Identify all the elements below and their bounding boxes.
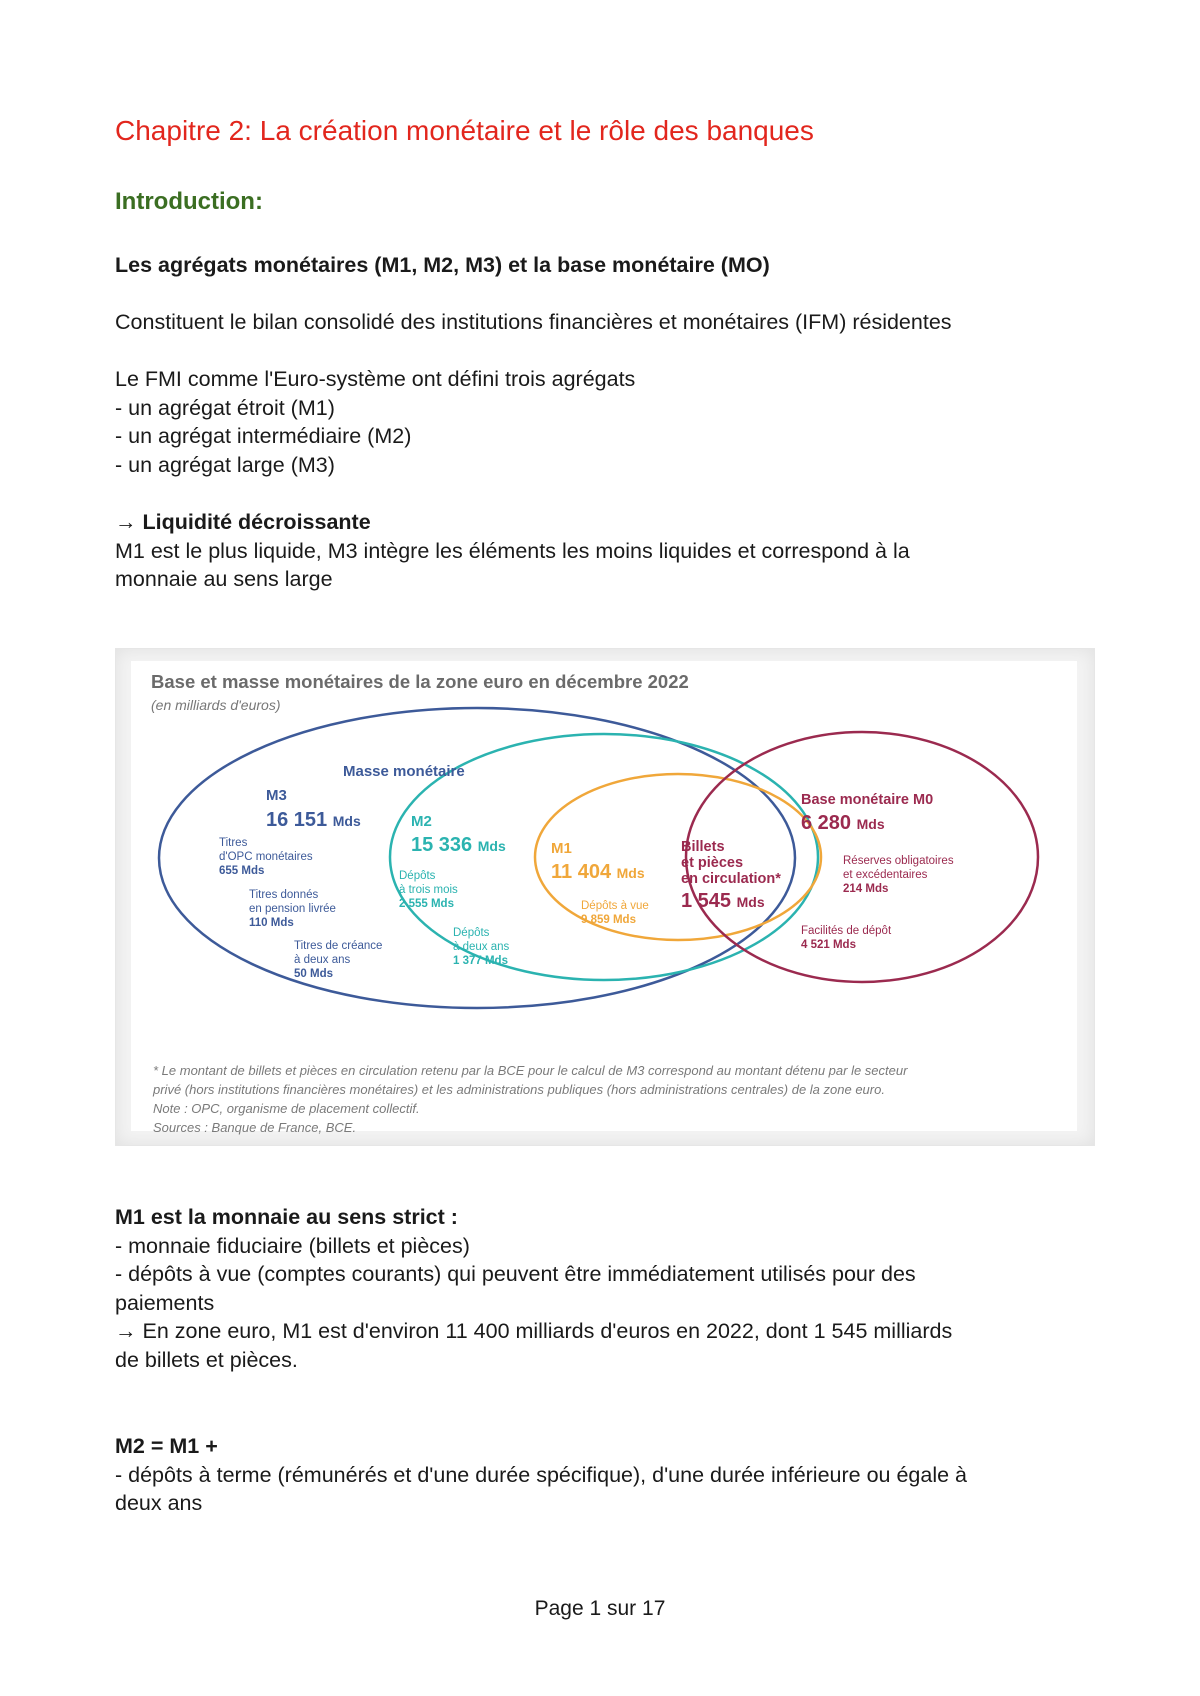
m3-item-value: 110 Mds xyxy=(249,917,294,929)
figure-panel xyxy=(131,661,1077,1135)
m1-items xyxy=(581,900,649,926)
intro-heading: Introduction: xyxy=(115,188,263,215)
chapter-title: Chapitre 2: La création monétaire et le rôle des banques xyxy=(115,115,814,146)
m1-heading: M1 est la monnaie au sens strict : xyxy=(115,1205,458,1229)
m3-item-line: en pension livrée xyxy=(249,903,336,915)
m1-value xyxy=(551,861,645,883)
liquidity-text: monnaie au sens large xyxy=(115,567,333,591)
figure-note: Sources : Banque de France, BCE. xyxy=(153,1120,357,1135)
monetary-figure xyxy=(115,648,1095,1146)
billets-line: et pièces xyxy=(681,855,744,871)
m2-item-line: à trois mois xyxy=(399,884,458,896)
base-item-line: et excédentaires xyxy=(843,869,928,881)
m3-value xyxy=(266,809,361,831)
billets-unit: Mds xyxy=(736,894,765,910)
m1-name: M1 xyxy=(551,840,572,857)
billets-line: Billets xyxy=(681,839,725,855)
base-name: Base monétaire M0 xyxy=(801,792,934,808)
m1-unit: Mds xyxy=(616,865,645,881)
list-item: - un agrégat étroit (M1) xyxy=(115,395,335,420)
m2-value xyxy=(411,834,506,856)
m2-line: - dépôts à terme (rémunérés et d'une durée spécifique), d'une durée inférieure ou égale à xyxy=(115,1462,968,1487)
list-intro: Le FMI comme l'Euro-système ont défini trois agrégats xyxy=(115,367,636,391)
m1-line: paiements xyxy=(115,1290,215,1315)
base-number: 6 280 xyxy=(801,812,852,834)
base-item-line: Réserves obligatoires xyxy=(843,855,954,867)
aggregates-sentence: Constituent le bilan consolidé des institutions financières et monétaires (IFM) résidentes xyxy=(115,310,952,334)
figure-subtitle: (en milliards d'euros) xyxy=(151,697,281,713)
m2-heading: M2 = M1 + xyxy=(115,1434,218,1458)
m3-number: 16 151 xyxy=(266,809,328,831)
figure-note: * Le montant de billets et pièces en circulation retenu par la BCE pour le calcul de M3 correspond au montant détenu par le secteur xyxy=(153,1063,908,1078)
m2-item-value: 2 555 Mds xyxy=(399,898,454,910)
base-items xyxy=(801,855,954,951)
m2-name: M2 xyxy=(411,813,432,830)
m1-item-value: 9 859 Mds xyxy=(581,914,636,926)
m1-section xyxy=(115,1203,952,1374)
venn-diagram xyxy=(131,661,1077,1061)
billets-value xyxy=(681,890,765,912)
list-item: - un agrégat intermédiaire (M2) xyxy=(115,424,412,448)
m3-name: M3 xyxy=(266,787,287,804)
m3-item-line: Titres donnés xyxy=(249,889,319,901)
billets-line: en circulation* xyxy=(681,871,781,887)
base-item-value: 214 Mds xyxy=(843,883,889,895)
billets-block xyxy=(681,839,781,912)
figure-notes xyxy=(153,1061,907,1137)
liquidity-heading: → Liquidité décroissante xyxy=(115,510,371,534)
m3-item-line: Titres xyxy=(219,837,248,849)
base-item-line: Facilités de dépôt xyxy=(801,925,892,937)
m1-item-line: Dépôts à vue xyxy=(581,900,649,912)
m2-item-line: Dépôts xyxy=(399,870,436,882)
m2-unit: Mds xyxy=(477,838,506,854)
page-number: Page 1 sur 17 xyxy=(534,1597,666,1620)
billets-number: 1 545 xyxy=(681,890,732,912)
liquidity-block xyxy=(115,508,910,594)
masse-label: Masse monétaire xyxy=(343,763,465,780)
m3-item-value: 50 Mds xyxy=(294,968,333,980)
figure-title: Base et masse monétaires de la zone euro en décembre 2022 xyxy=(151,671,689,692)
m1-line: - monnaie fiduciaire (billets et pièces) xyxy=(115,1233,470,1258)
base-item-value: 4 521 Mds xyxy=(801,939,856,951)
m1-ellipse xyxy=(535,774,821,940)
list-item: - un agrégat large (M3) xyxy=(115,452,335,477)
liquidity-text: M1 est le plus liquide, M3 intègre les éléments les moins liquides et correspond à la xyxy=(115,538,910,563)
m2-item-line: Dépôts xyxy=(453,927,490,939)
m2-items xyxy=(399,870,510,967)
m3-item-line: à deux ans xyxy=(294,954,351,966)
m3-item-line: d'OPC monétaires xyxy=(219,851,313,863)
m2-item-line: à deux ans xyxy=(453,941,510,953)
figure-note: Note : OPC, organisme de placement collectif. xyxy=(153,1101,420,1116)
m1-number: 11 404 xyxy=(551,861,612,883)
m3-item-value: 655 Mds xyxy=(219,865,265,877)
m2-section xyxy=(115,1432,967,1518)
m1-line: → En zone euro, M1 est d'environ 11 400 milliards d'euros en 2022, dont 1 545 milliards xyxy=(115,1319,953,1343)
base-value xyxy=(801,812,885,834)
m2-item-value: 1 377 Mds xyxy=(453,955,508,967)
m2-number: 15 336 xyxy=(411,834,473,856)
m2-line: deux ans xyxy=(115,1491,203,1515)
aggregates-heading: Les agrégats monétaires (M1, M2, M3) et la base monétaire (MO) xyxy=(115,253,770,277)
aggregates-list xyxy=(115,365,635,479)
figure-note: privé (hors institutions financières monétaires) et les administrations publiques (hors administrations centrales) de la zone euro. xyxy=(153,1082,885,1097)
m1-line: - dépôts à vue (comptes courants) qui peuvent être immédiatement utilisés pour des xyxy=(115,1262,916,1286)
m1-line: de billets et pièces. xyxy=(115,1347,298,1372)
m3-item-line: Titres de créance xyxy=(294,940,383,952)
m3-unit: Mds xyxy=(332,813,361,829)
base-unit: Mds xyxy=(856,816,885,832)
